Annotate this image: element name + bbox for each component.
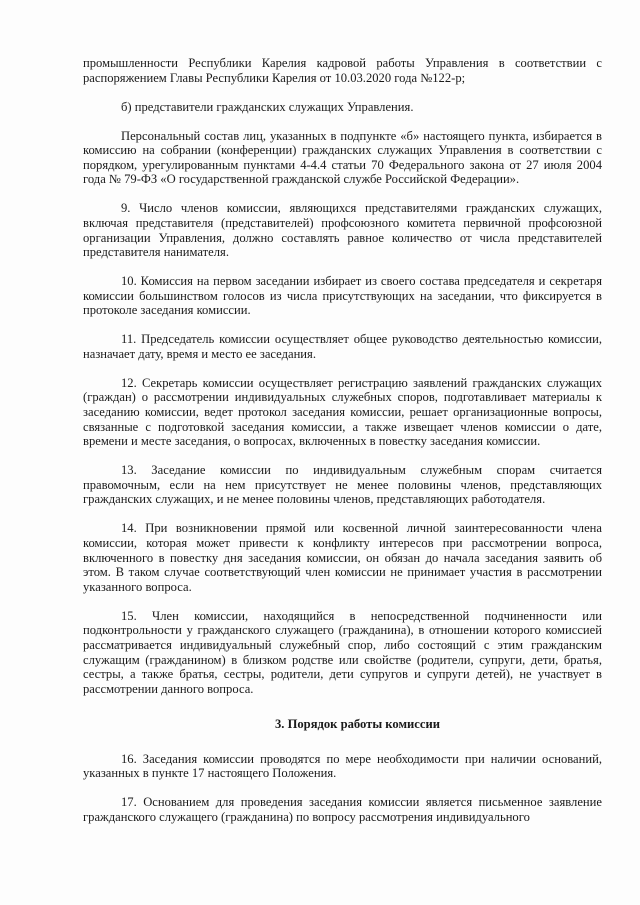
section-heading: 3. Порядок работы комиссии (275, 716, 440, 731)
paragraph-continuation: промышленности Республики Карелия кадровой работы Управления в соответствии с распоряжением Главы Республики Карелия от 10.03.2020 года №122-р; (83, 56, 602, 85)
paragraph-14: 14. При возникновении прямой или косвенной личной заинтересованности члена комиссии, которая может привести к конфликту интересов при рассмотрении вопроса, включенного в повестку дня заседания комиссии, он обязан до начала заседания заявить об этом. В таком случае соответствующий член комиссии не принимает участия в рассмотрении указанного вопроса. (83, 521, 602, 594)
paragraph-17: 17. Основанием для проведения заседания комиссии является письменное заявление гражданского служащего (гражданина) по вопросу рассмотрения индивидуального (83, 795, 602, 824)
paragraph-9: 9. Число членов комиссии, являющихся представителями гражданских служащих, включая представителя (представителей) профсоюзного комитета первичной профсоюзной организации Управления, должно составлять равное количество от числа представителей представителя нанимателя. (83, 201, 602, 260)
paragraph-13: 13. Заседание комиссии по индивидуальным служебным спорам считается правомочным, если на нем присутствует не менее половины членов, представляющих гражданских служащих, и не менее половины членов, представляющих работодателя. (83, 463, 602, 507)
paragraph-item-b: б) представители гражданских служащих Управления. (121, 99, 414, 114)
paragraph-11: 11. Председатель комиссии осуществляет общее руководство деятельностью комиссии, назначает дату, время и место ее заседания. (83, 332, 602, 361)
paragraph-personal-composition: Персональный состав лиц, указанных в подпункте «б» настоящего пункта, избирается в комиссию на собрании (конференции) гражданских служащих Управления в соответствии с порядком, урегулированным пунктами 4-4.4 статьи 70 Федерального закона от 27 июля 2004 года № 79-ФЗ «О государственной гражданской службе Российской Федерации». (83, 128, 602, 187)
paragraph-12: 12. Секретарь комиссии осуществляет регистрацию заявлений гражданских служащих (граждан) о рассмотрении индивидуальных служебных споров, подготавливает материалы к заседанию комиссии, ведет протокол заседания комиссии, решает организационные вопросы, связанные с подготовкой заседания комиссии, а также извещает членов комиссии о дате, времени и месте заседания, о вопросах, включенных в повестку заседания комиссии. (83, 375, 602, 449)
paragraph-15: 15. Член комиссии, находящийся в непосредственной подчиненности или подконтрольности у гражданского служащего (гражданина), в отношении которого комиссией рассматривается индивидуальный служебный спор, либо состоящий с этим гражданским служащим (гражданином) в близком родстве или свойстве (родители, супруги, дети, братья, сестры, а также братья, сестры, родители, дети супругов и супруги детей), не участвует в рассмотрении данного вопроса. (83, 608, 602, 696)
paragraph-16: 16. Заседания комиссии проводятся по мере необходимости при наличии оснований, указанных в пункте 17 настоящего Положения. (83, 751, 602, 781)
paragraph-10: 10. Комиссия на первом заседании избирает из своего состава председателя и секретаря комиссии большинством голосов из числа присутствующих на заседании, что фиксируется в протоколе заседания комиссии. (83, 274, 602, 318)
